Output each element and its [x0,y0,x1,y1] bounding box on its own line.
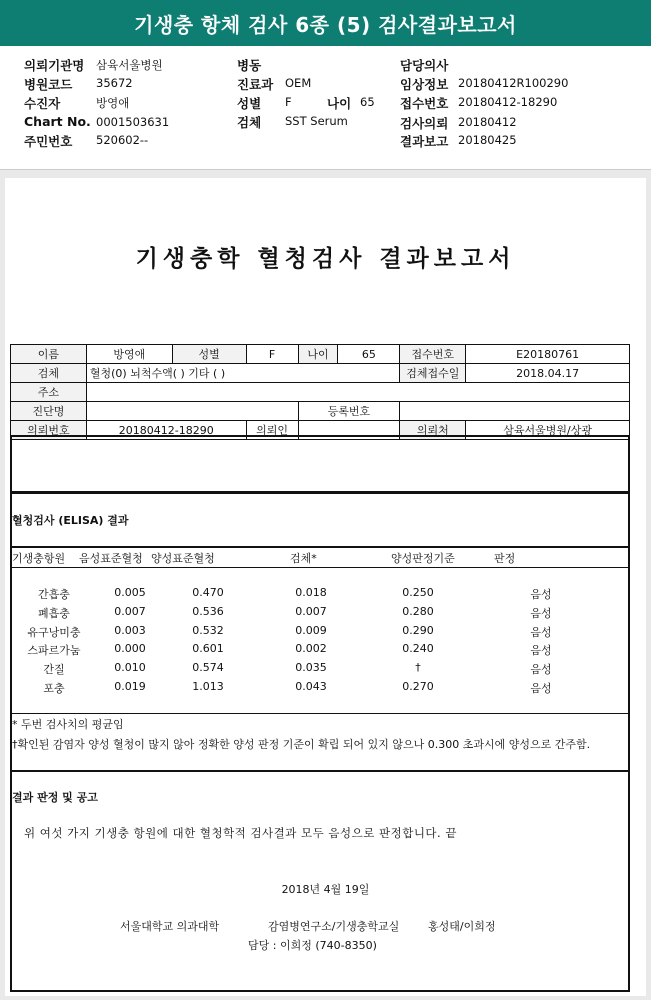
label-institution: 의뢰기관명 [24,58,85,73]
value-institution: 삼육서울병원 [96,58,163,72]
label-report-date: 결과보고 [400,134,449,149]
result-name: 스파르가눔 [27,644,81,658]
cell-sex-label: 성별 [172,345,246,364]
value-hospital-code: 35672 [96,76,133,90]
footnote-cutoff: †확인된 감염자 양성 혈청이 많지 않아 정확한 양성 판정 기준이 확립 되어 있지 않으나 0.300 초과시에 양성으로 간주함. [12,738,591,751]
header-antigen: 기생충항원 [12,552,66,565]
label-ward: 병동 [237,58,262,73]
cell-age-label: 나이 [298,345,338,364]
label-resident-no: 주민번호 [24,134,73,149]
value-receipt-no: 20180412-18290 [458,95,558,109]
cell-address [86,383,629,402]
cell-req-no: 20180412-18290 [86,421,246,440]
value-resident-no: 520602-- [96,133,149,147]
result-sample: 0.002 [295,642,327,656]
result-sample: 0.043 [295,680,327,693]
header-neg: 음성표준혈청 [79,552,143,565]
patient-info-panel [0,46,651,170]
value-department: OEM [285,76,312,90]
report-title: 기생충 항체 검사 6종 (5) 검사결과보고서 [134,12,517,37]
result-judge: 음성 [530,606,552,620]
value-request-date: 20180412 [458,115,517,129]
label-request-date: 검사의뢰 [400,116,449,131]
result-name: 폐흡충 [38,606,70,620]
result-judge: 음성 [530,663,552,677]
cell-age: 65 [338,345,400,364]
conclusion-text: 위 여섯 가지 기생충 항원에 대한 혈청학적 검사결과 모두 음성으로 판정합니다. 끝 [24,826,457,840]
result-name: 포충 [43,682,65,695]
result-cutoff: 0.250 [402,586,434,599]
header-cutoff: 양성판정기준 [391,552,455,565]
cell-reg-label: 등록번호 [298,402,400,421]
header-sample: 검체* [290,552,317,565]
result-pos: 0.470 [192,586,224,599]
result-sample: 0.007 [295,604,327,618]
cell-req-place: 삼육서울병원/상광 [466,421,630,440]
cell-address-label: 주소 [11,383,87,402]
result-name: 간흡충 [38,588,70,601]
results-header-rule [10,567,630,568]
cell-recv-label: 접수번호 [400,345,466,364]
label-chart-no: Chart No. [24,114,91,129]
header-pos: 양성표준혈청 [151,552,215,565]
label-doctor: 담당의사 [400,58,449,73]
signature-names: 홍성태/이희정 [428,920,496,933]
result-cutoff: 0.280 [402,604,434,618]
value-sex: F [285,95,292,109]
result-cutoff: † [415,661,421,675]
cell-sex: F [246,345,298,364]
cell-requester-label: 의뢰인 [246,421,298,440]
results-top-rule [10,547,630,548]
result-cutoff: 0.290 [402,623,434,637]
label-sex: 성별 [237,96,262,111]
report-title-bar [0,0,651,46]
value-specimen: SST Serum [285,114,348,128]
result-cutoff: 0.240 [402,642,434,656]
conclusion-title: 결과 판정 및 공고 [12,791,98,804]
results-bottom-rule [10,713,630,714]
result-neg: 0.019 [114,680,146,693]
label-specimen: 검체 [237,115,262,130]
value-patient: 방영애 [96,96,130,110]
cell-reg [400,402,630,421]
cell-name: 방영애 [86,345,172,364]
cell-req-no-label: 의뢰번호 [11,421,87,440]
result-sample: 0.018 [295,586,327,599]
footnote-average: * 두번 검사치의 평균임 [12,718,124,731]
result-pos: 0.536 [192,604,224,618]
patient-detail-table [10,344,630,440]
result-neg: 0.005 [114,586,146,599]
cell-specimen-date-label: 검체접수일 [400,364,466,383]
signature-school: 서울대학교 의과대학 [120,920,220,933]
cell-specimen-label: 검체 [11,364,87,383]
result-judge: 음성 [530,682,552,695]
result-neg: 0.000 [114,642,146,656]
signature-department: 감염병연구소/기생충학교실 [268,920,400,933]
results-right-border [628,492,630,772]
result-pos: 1.013 [192,680,224,693]
elisa-title: 혈청검사 (ELISA) 결과 [12,514,129,527]
result-judge: 음성 [530,644,552,658]
result-neg: 0.007 [114,604,146,618]
blank-section [10,435,630,493]
cell-diagnosis-label: 진단명 [11,402,87,421]
contact-info: 담당 : 이희정 (740-8350) [248,939,377,952]
value-clinical-info: 20180412R100290 [458,76,569,90]
result-name: 유구낭미충 [27,625,81,639]
cell-diagnosis [86,402,298,421]
cell-specimen: 혈청(0) 뇌척수액( ) 기타 ( ) [86,364,399,383]
result-neg: 0.003 [114,623,146,637]
result-judge: 음성 [530,588,552,601]
result-pos: 0.532 [192,623,224,637]
value-age: 65 [360,95,375,109]
label-clinical-info: 임상정보 [400,77,449,92]
value-chart-no: 0001503631 [96,115,170,129]
cell-specimen-date: 2018.04.17 [466,364,630,383]
label-receipt-no: 접수번호 [400,96,449,111]
result-sample: 0.009 [295,623,327,637]
report-date: 2018년 4월 19일 [281,883,370,896]
cell-recv: E20180761 [466,345,630,364]
result-pos: 0.601 [192,642,224,656]
result-judge: 음성 [530,625,552,639]
document-title: 기생충학 혈청검사 결과보고서 [135,245,516,272]
cell-req-place-label: 의뢰처 [400,421,466,440]
result-name: 간질 [43,663,65,677]
result-neg: 0.010 [114,661,146,675]
result-sample: 0.035 [295,661,327,675]
label-department: 진료과 [237,77,274,92]
label-age: 나이 [327,96,352,111]
result-pos: 0.574 [192,661,224,675]
label-hospital-code: 병원코드 [24,77,73,92]
cell-name-label: 이름 [11,345,87,364]
header-judge: 판정 [494,552,516,565]
result-cutoff: 0.270 [402,680,434,693]
value-report-date: 20180425 [458,133,517,147]
label-patient: 수진자 [24,96,61,111]
